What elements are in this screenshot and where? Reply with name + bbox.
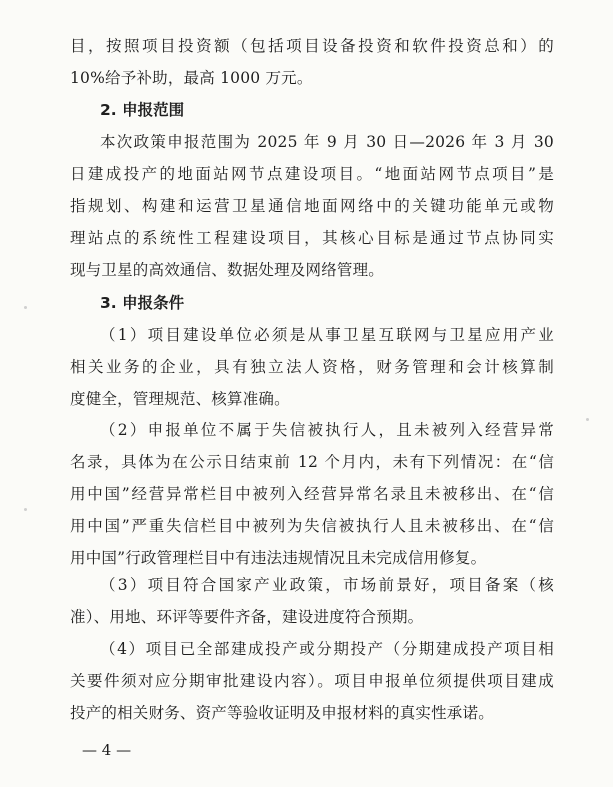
paragraph-line: （1）项目建设单位必须是从事卫星互联网与卫星应用产业 [100,326,554,344]
paragraph-line: 本次政策申报范围为 2025 年 9 月 30 日—2026 年 3 月 30 [100,133,554,151]
section-heading-conditions: 3. 申报条件 [100,294,185,312]
paragraph-line: 理站点的系统性工程建设项目，其核心目标是通过节点协同实 [70,229,554,247]
paragraph-line: 关要件须对应分期审批建设内容）。项目申报单位须提供项目建成 [70,672,554,690]
paragraph-line: 投产的相关财务、资产等验收证明及申报材料的真实性承诺。 [70,704,494,722]
scan-speck [586,418,589,421]
page-number: — 4 — [82,741,132,759]
paragraph-line: （4）项目已全部建成投产或分期投产（分期建成投产项目相 [100,640,554,658]
paragraph-line: 用中国”经营异常栏目中被列入经营异常名录且未被移出、在“信 [70,485,554,503]
paragraph-line: 准）、用地、环评等要件齐备，建设进度符合预期。 [70,608,424,626]
scan-speck [24,508,27,511]
paragraph-line: （3）项目符合国家产业政策，市场前景好，项目备案（核 [100,576,554,594]
paragraph-line: 目，按照项目投资额（包括项目设备投资和软件投资总和）的 [70,37,554,55]
paragraph-line: 相关业务的企业，具有独立法人资格，财务管理和会计核算制 [70,358,554,376]
paragraph-line: 用中国”行政管理栏目中有违法违规情况且未完成信用修复。 [70,549,487,567]
paragraph-line: 日建成投产的地面站网节点建设项目。“地面站网节点项目”是 [70,165,554,183]
paragraph-line: 用中国”严重失信栏目中被列为失信被执行人且未被移出、在“信 [70,517,554,535]
paragraph-line: 10%给予补助，最高 1000 万元。 [70,69,313,87]
paragraph-line: （2）申报单位不属于失信被执行人，且未被列入经营异常 [100,421,554,439]
paragraph-line: 指规划、构建和运营卫星通信地面网络中的关键功能单元或物 [70,197,554,215]
scan-speck [24,306,27,309]
paragraph-line: 现与卫星的高效通信、数据处理及网络管理。 [70,261,385,279]
section-heading-scope: 2. 申报范围 [100,101,185,119]
paragraph-line: 度健全，管理规范、核算准确。 [70,390,290,408]
paragraph-line: 名录，具体为在公示日结束前 12 个月内，未有下列情况：在“信 [70,453,554,471]
